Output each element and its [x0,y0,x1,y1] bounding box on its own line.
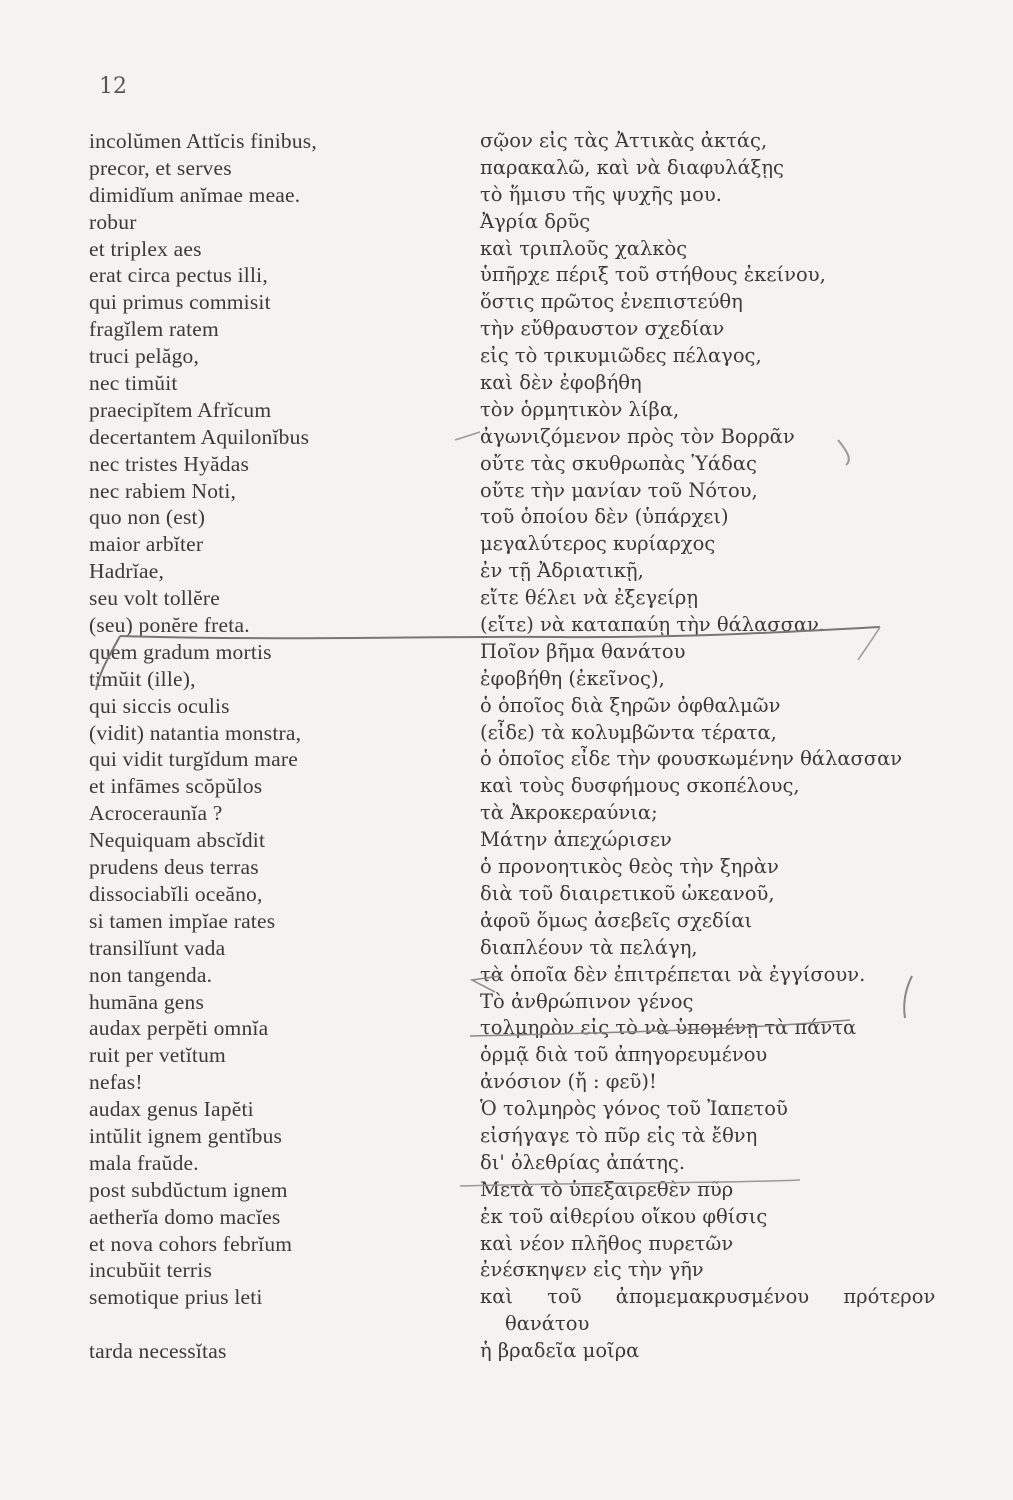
latin-line: seu volt tollĕre [89,586,220,611]
latin-line: nec timŭit [89,371,178,396]
greek-line: ἐνέσκηψεν εἰς τὴν γῆν [480,1258,704,1282]
greek-line: τοῦ ὁποίου δὲν (ὑπάρχει) [480,505,729,529]
greek-line: παρακαλῶ, καὶ νὰ διαφυλάξῃς [480,155,784,179]
greek-line: οὔτε τὴν μανίαν τοῦ Νότου, [480,478,758,502]
greek-line: τὰ Ἀκροκεραύνια; [480,801,658,825]
greek-line: εἰσήγαγε τὸ πῦρ εἰς τὰ ἔθνη [480,1123,758,1147]
greek-line: Τὸ ἀνθρώπινον γένος [480,989,694,1013]
greek-line: ὅστις πρῶτος ἐνεπιστεύθη [480,290,743,314]
greek-line: ὁ προνοητικὸς θεὸς τὴν ξηρὰν [480,855,779,879]
greek-line: τὸν ὁρμητικὸν λίβα, [480,397,680,421]
greek-line: οὔτε τὰς σκυθρωπὰς Ὑάδας [480,451,757,475]
latin-line: mala fraŭde. [89,1150,199,1175]
greek-line: ὁ ὁποῖος εἶδε τὴν φουσκωμένην θάλασσαν [480,747,903,771]
greek-line: ἀφοῦ ὅμως ἀσεβεῖς σχεδίαι [480,908,753,932]
latin-line: et nova cohors febrĭum [89,1231,293,1256]
greek-line: καὶ τριπλοῦς χαλκὸς [480,236,688,260]
latin-line: incolŭmen Attĭcis finibus, [89,129,317,153]
greek-line: ἐφοβήθη (ἐκεῖνος), [480,666,665,690]
latin-line: nefas! [89,1070,143,1095]
greek-text-column [480,128,950,1365]
greek-line: ὁρμᾷ διὰ τοῦ ἀπηγορευμένου [480,1043,768,1067]
greek-line: εἴτε θέλει νὰ ἐξεγείρῃ [480,586,699,610]
latin-line: praecipĭtem Afrĭcum [89,397,272,422]
latin-line: et triplex aes [89,236,202,261]
latin-line: (vidit) natantia monstra, [89,720,302,745]
greek-line: ἀνόσιον (ἤ : φεῦ)! [480,1070,657,1094]
greek-line: καὶ νέον πλῆθος πυρετῶν [480,1231,734,1255]
latin-line: dissociabĭli oceăno, [89,881,263,906]
greek-line: εἰς τὸ τρικυμιῶδες πέλαγος, [480,344,762,368]
latin-line: dimidĭum anĭmae meae. [89,182,301,207]
greek-line: διαπλέουν τὰ πελάγη, [480,935,698,959]
latin-line: tarda necessĭtas [89,1339,227,1364]
greek-line: ἐκ τοῦ αἰθερίου οἴκου φθίσις [480,1204,768,1228]
latin-line [89,1311,439,1338]
latin-line: audax genus Iapĕti [89,1097,254,1122]
greek-line: ἡ βραδεῖα μοῖρα [480,1339,640,1363]
latin-line: precor, et serves [89,155,232,180]
greek-line: Ποῖον βῆμα θανάτου [480,639,686,663]
latin-line: robur [89,209,137,234]
greek-line: σῷον εἰς τὰς Ἀττικὰς ἀκτάς, [480,129,768,152]
greek-line: Μετὰ τὸ ὑπεξαιρεθὲν πῦρ [480,1177,734,1201]
greek-line: θανάτου [505,1312,590,1336]
page-number: 12 [99,74,127,99]
latin-line: erat circa pectus illi, [89,263,268,288]
latin-line: et infāmes scŏpŭlos [89,774,263,799]
greek-line: τὸ ἥμισυ τῆς ψυχῆς μου. [480,182,722,206]
pen-tick-1 [455,432,480,440]
latin-line: maior arbĭter [89,532,204,557]
greek-line: καὶ τοὺς δυσφήμους σκοπέλους, [480,774,800,798]
latin-line: (seu) ponĕre freta. [89,613,250,638]
greek-line: ὑπῆρχε πέριξ τοῦ στήθους ἐκείνου, [480,263,826,287]
latin-line: nec rabiem Noti, [89,478,237,503]
greek-line: τὰ ὁποῖα δὲν ἐπιτρέπεται νὰ ἐγγίσουν. [480,962,866,986]
latin-line: aetherĭa domo macĭes [89,1204,281,1229]
greek-line: καὶ δὲν ἐφοβήθη [480,371,642,395]
latin-line: timŭit (ille), [89,666,196,691]
latin-line: decertantem Aquilonĭbus [89,424,310,449]
greek-line: (εἴτε) νὰ καταπαύῃ τὴν θάλασσαν. [480,613,826,637]
latin-line: transilĭunt vada [89,935,226,960]
latin-line: qui vidit turgĭdum mare [89,747,299,772]
latin-line: prudens deus terras [89,855,259,880]
latin-line: intŭlit ignem gentĭbus [89,1123,283,1148]
latin-line: qui primus commisit [89,290,271,315]
latin-text-column [89,128,439,1365]
greek-line: μεγαλύτερος κυρίαρχος [480,532,716,556]
greek-line: (εἶδε) τὰ κολυμβῶντα τέρατα, [480,720,777,744]
greek-line: ἐν τῇ Ἀδριατικῇ, [480,559,644,583]
greek-line: Ὁ τολμηρὸς γόνος τοῦ Ἰαπετοῦ [480,1097,788,1121]
greek-line: διὰ τοῦ διαιρετικοῦ ὠκεανοῦ, [480,881,775,905]
latin-line: quo non (est) [89,505,206,530]
greek-line: ἀγωνιζόμενον πρὸς τὸν Βορρᾶν [480,424,795,448]
greek-line: Ἀγρία δρῦς [480,209,591,233]
latin-line: nec tristes Hyădas [89,451,250,476]
latin-line: humāna gens [89,989,205,1014]
latin-line: qui siccis oculis [89,693,230,718]
latin-line: quem gradum mortis [89,639,272,664]
greek-line: δι' ὀλεθρίας ἀπάτης. [480,1150,686,1174]
latin-line: incubŭit terris [89,1258,213,1283]
latin-line: si tamen impĭae rates [89,908,276,933]
latin-line: ruit per vetĭtum [89,1043,226,1068]
latin-line: post subdŭctum ignem [89,1177,288,1202]
latin-line: fragĭlem ratem [89,317,219,342]
greek-line: τὴν εὔθραυστον σχεδίαν [480,317,725,341]
greek-line: καὶ τοῦ ἀπομεμακρυσμένου πρότερον [480,1285,936,1309]
greek-line: τολμηρὸν εἰς τὸ νὰ ὑπομένῃ τὰ πάντα [480,1016,857,1040]
greek-line: ὁ ὁποῖος διὰ ξηρῶν ὀφθαλμῶν [480,693,781,717]
latin-line: Hadrĭae, [89,559,165,584]
latin-line: audax perpĕti omnĭa [89,1016,269,1041]
latin-line: non tangenda. [89,962,213,987]
latin-line: truci pelăgo, [89,344,200,369]
latin-line: Nequiquam abscĭdit [89,828,266,853]
latin-line: Acroceraunĭa ? [89,801,223,826]
latin-line: semotique prius leti [89,1285,263,1310]
greek-line: Μάτην ἀπεχώρισεν [480,828,672,852]
